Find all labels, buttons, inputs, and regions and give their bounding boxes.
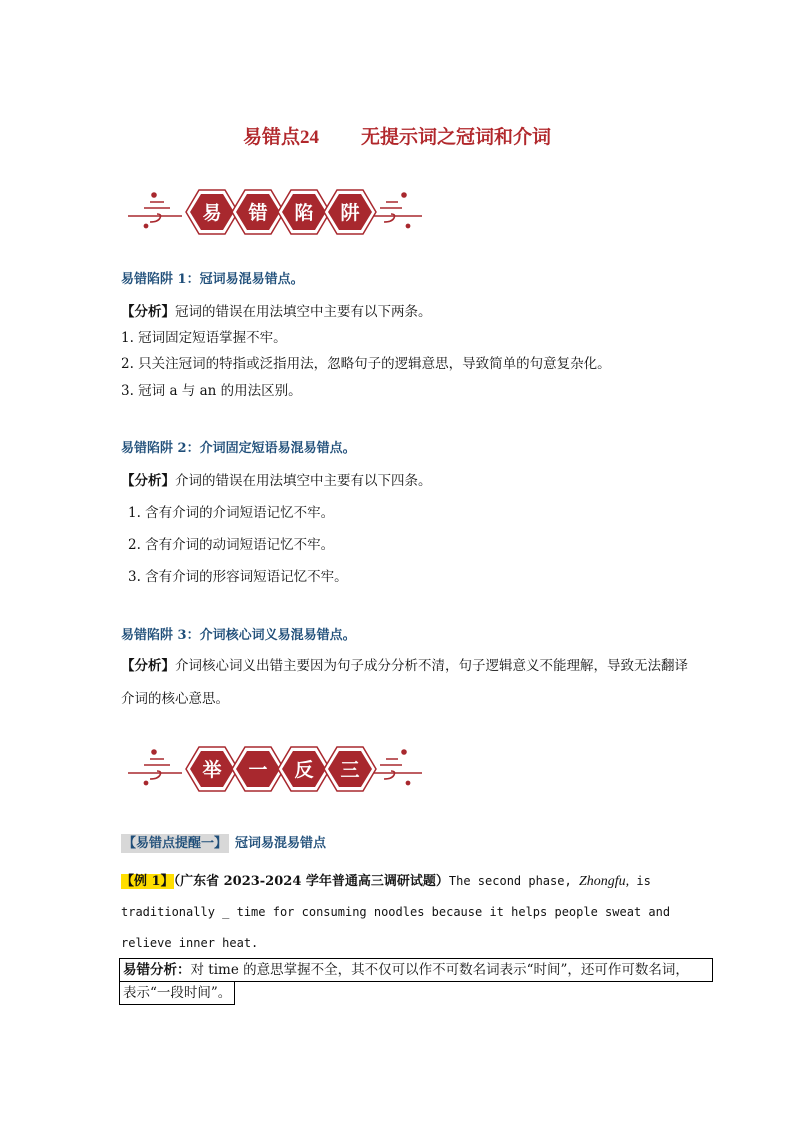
analysis-text: 介词的错误在用法填空中主要有以下四条。 [175,473,432,489]
banner-right-ornament [374,750,422,785]
title-number: 24 [300,127,319,148]
title-prefix: 易错点 [242,126,300,148]
example-source: （广东省 2023-2024 学年普通高三调研试题） [173,874,449,889]
banner2-char-4: 三 [340,759,360,781]
hexagon-row [186,190,376,234]
analysis-label: 【分析】 [121,473,175,489]
trap-3-analysis [121,650,701,716]
banner1-char-4: 阱 [340,202,360,224]
analysis-label: 【分析】 [121,304,175,320]
trap-1-item-2: 2. 只关注冠词的特指或泛指用法，忽略句子的逻辑意思，导致简单的句意复杂化。 [121,356,611,372]
banner1-char-2: 错 [248,202,268,224]
trap-1-item-3: 3. 冠词 a 与 an 的用法区别。 [121,383,302,399]
example-text-before: The second phase, [448,874,579,888]
example-1 [121,866,699,959]
trap-1-heading: 易错陷阱 1：冠词易混易错点。 [121,272,304,287]
hexagon-row [186,747,376,791]
example-tag: 【例 1】 [121,874,174,889]
analysis-label: 【分析】 [121,658,175,674]
section-banner-examples [0,743,794,793]
section-banner-traps [0,186,794,236]
banner-left-ornament [128,193,182,228]
banner2-char-3: 反 [294,759,314,781]
example-text-after: is traditionally _ time for consuming noodles because it helps people sweat and relieve inner heat. [121,874,671,950]
trap-1-item-1: 1. 冠词固定短语掌握不牢。 [121,330,287,346]
trap-1-analysis [121,303,432,321]
tip-subject: 冠词易混易错点 [235,836,327,851]
error-analysis-line-2: 表示“一段时间”。 [119,982,235,1005]
error-analysis-label: 易错分析： [123,962,191,978]
tip-label: 【易错点提醒一】 [123,836,228,851]
banner2-char-2: 一 [248,759,268,781]
analysis-text: 冠词的错误在用法填空中主要有以下两条。 [175,304,432,320]
trap-3-heading: 易错陷阱 3：介词核心词义易混易错点。 [121,628,356,643]
trap-2-analysis [121,472,432,490]
trap-2-item-3: 3. 含有介词的形容词短语记忆不牢。 [128,569,348,585]
trap-2-heading: 易错陷阱 2：介词固定短语易混易错点。 [121,441,356,456]
banner1-char-3: 陷 [294,202,314,224]
banner2-char-1: 举 [202,759,222,781]
trap-2-item-2: 2. 含有介词的动词短语记忆不牢。 [128,537,335,553]
banner-left-ornament [128,750,182,785]
error-analysis-line-1 [119,958,713,982]
tip-heading [121,832,326,851]
trap-2-item-1: 1. 含有介词的介词短语记忆不牢。 [128,505,335,521]
example-emphasis: Zhongfu, [578,874,630,889]
error-analysis-box [119,958,713,1005]
analysis-text: 介词核心词义出错主要因为句子成分分析不清，句子逻辑意义不能理解，导致无法翻译介词的核心意思。 [121,658,688,707]
error-analysis-text-1: 对 time 的意思掌握不全，其不仅可以作不可数名词表示“时间”，还可作可数名词， [190,962,689,978]
title-text: 无提示词之冠词和介词 [361,126,552,148]
banner1-char-1: 易 [202,202,222,224]
banner-right-ornament [374,193,422,228]
page-title [0,122,794,149]
